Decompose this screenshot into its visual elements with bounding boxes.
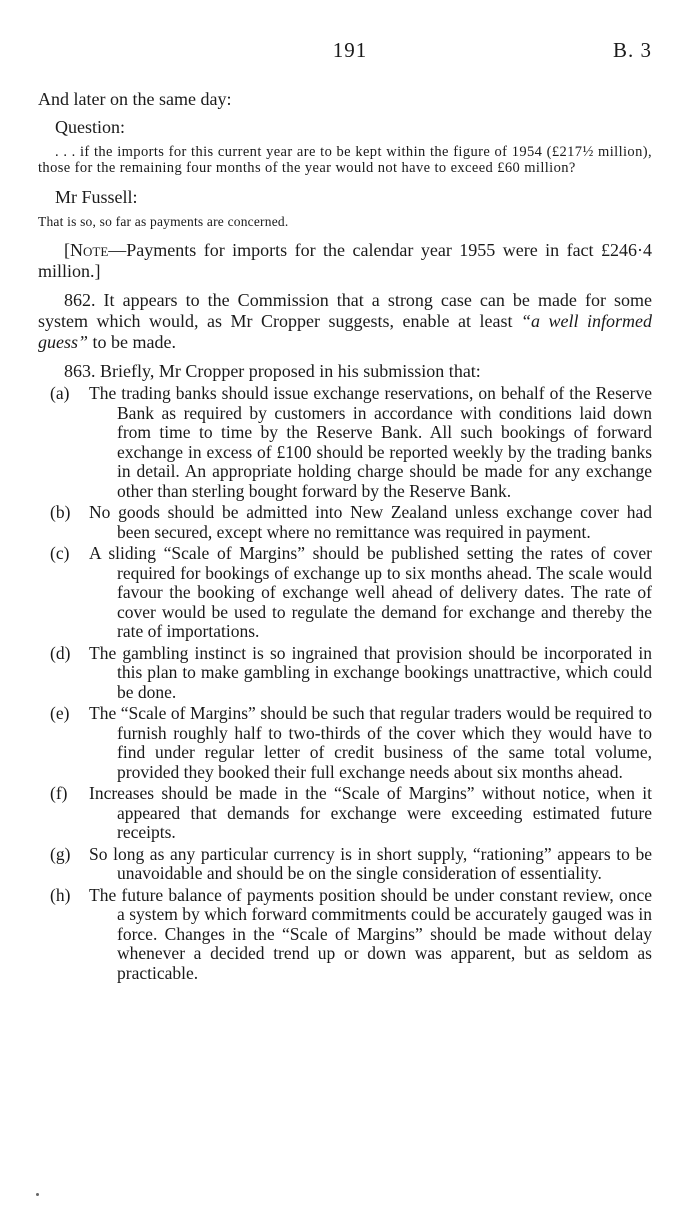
answer-speaker: Mr Fussell: [55,187,138,207]
paragraph-862 [38,290,652,353]
list-item [38,644,652,703]
list-item-text: The gambling instinct is so ingrained that provision should be incorporated in this plan to make gambling in exchange bookings unattractive, which could be done. [89,642,652,702]
paragraph-862-quote: “a well informed guess” [38,311,652,352]
list-item-text: The “Scale of Margins” should be such that regular traders would be required to furnish roughly half to two-thirds of the cover which they would have to find under regular letter of credit business of the same total volume, provided they booked their full exchange needs about six months ahead. [89,703,652,782]
list-item [38,784,652,843]
editorial-note [38,240,652,282]
question-text: . . . if the imports for this current year are to be kept within the figure of 1954 (£217½ million), those for the remaining four months of the year would not have to exceed £60 million? [38,144,652,176]
list-item [38,544,652,642]
note-label: Note [70,240,109,260]
list-item-label: (b) [50,502,71,522]
page-number: 191 [332,38,368,62]
list-item-label: (a) [50,383,70,403]
list-item-label: (h) [50,884,71,905]
document-reference: B. 3 [612,38,652,62]
list-item-label: (d) [50,642,71,663]
list-item [38,503,652,542]
note-open-bracket: [ [64,240,70,260]
list-item-text: So long as any particular currency is in short supply, “rationing” appears to be unavoidable and should be on the single consideration of essentiality. [89,843,652,883]
list-item-label: (g) [50,843,71,864]
list-item-text: A sliding “Scale of Margins” should be published setting the rates of cover required for bookings of exchange up to six months ahead. The scale would favour the booking of exchange well ahead of delivery dates. The rate of cover would be used to regulate the demand for exchange and thereby the rate of importations. [89,543,652,641]
scan-speck [36,1193,39,1196]
proposal-list [38,384,652,983]
list-item [38,384,652,501]
list-item-text: Increases should be made in the “Scale of Margins” without notice, when it appeared that demands for exchange were exceeding estimated future receipts. [89,783,652,842]
paragraph-862-after: to be made. [88,332,176,352]
page-body [38,88,652,985]
list-item-label: (e) [50,703,70,723]
paragraph-862-before: 862. It appears to the Commission that a strong case can be made for some system which would, as Mr Cropper suggests, enable at least [38,290,652,331]
intro-line: And later on the same day: [38,89,232,109]
list-item-text: The future balance of payments position should be under constant review, once a system by which forward commitments could be accurately gauged was in force. Changes in the “Scale of Margins” should be made without delay whenever a decided trend up or down was apparent, but as seldom as practicable. [89,884,652,983]
answer-text: That is so, so far as payments are concerned. [38,214,289,229]
list-item-text: The trading banks should issue exchange reservations, on behalf of the Reserve Bank as required by customers in accordance with conditions laid down from time to time by the Reserve Bank. All such bookings of forward exchange in excess of £100 should be reported weekly by the trading banks in detail. An appropriate holding charge should be made for any exchange other than sterling bought forward by the Reserve Bank. [89,383,652,501]
list-item [38,886,652,984]
list-item-label: (c) [50,543,70,563]
question-label: Question: [55,117,125,137]
list-item [38,845,652,884]
paragraph-863-lead: 863. Briefly, Mr Cropper proposed in his submission that: [64,361,481,381]
note-text: —Payments for imports for the calendar year 1955 were in fact £246·4 million.] [38,240,652,281]
list-item-text: No goods should be admitted into New Zealand unless exchange cover had been secured, except where no remittance was required in payment. [89,502,652,542]
list-item-label: (f) [50,783,68,803]
list-item [38,704,652,782]
